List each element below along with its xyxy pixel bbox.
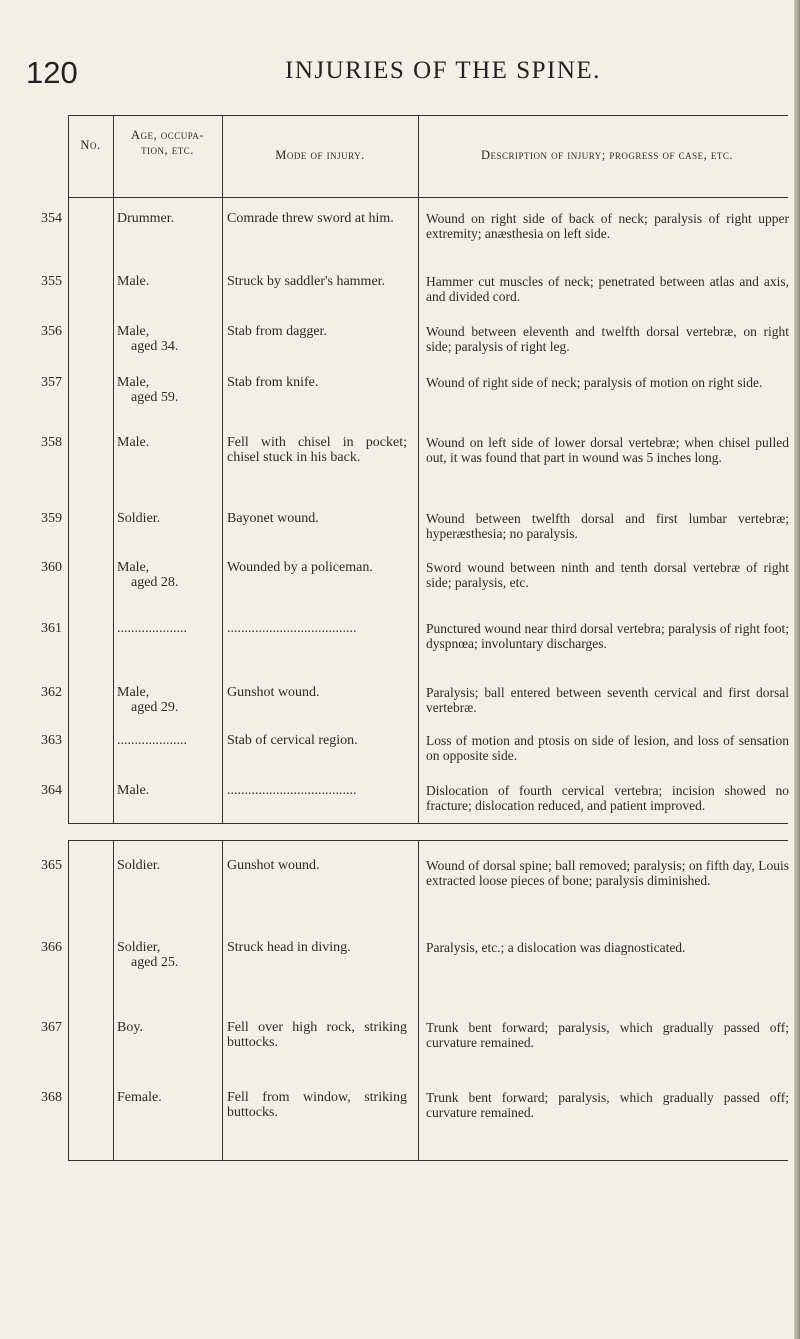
case-number: 361: [41, 621, 62, 636]
running-title: INJURIES OF THE SPINE.: [285, 57, 601, 84]
case-age: Male, aged 28.: [117, 560, 179, 590]
case-description: Wound on left side of lower dorsal vertebræ; when chisel pulled out, it was found that part in wound was 5 inches long.: [426, 435, 789, 465]
case-number: 354: [41, 211, 62, 226]
header-age: Age, occupa- tion, etc.: [130, 128, 205, 157]
case-number: 358: [41, 435, 62, 450]
case-number: 362: [41, 685, 62, 700]
header-no: No.: [80, 138, 101, 152]
case-number: 360: [41, 560, 62, 575]
case-number: 355: [41, 274, 62, 289]
case-mode: Struck head in diving.: [227, 940, 351, 955]
case-number: 367: [41, 1020, 62, 1035]
case-mode: Comrade threw sword at him.: [227, 211, 394, 226]
table-bottom-rule: [68, 823, 788, 824]
col-divider-4: [418, 115, 419, 823]
case-age: ....................: [117, 733, 187, 748]
case-description: Wound between eleventh and twelfth dorsal vertebræ, on right side; paralysis of right leg.: [426, 324, 789, 354]
case-mode: Wounded by a policeman.: [227, 560, 373, 575]
case-description: Wound between twelfth dorsal and first lumbar vertebræ; hyperæsthesia; no paralysis.: [426, 511, 789, 541]
case-number: 365: [41, 858, 62, 873]
case-mode: Fell over high rock, striking buttocks.: [227, 1020, 407, 1050]
table-top-rule: [68, 115, 788, 116]
case-age: Soldier.: [117, 511, 161, 526]
case-number: 366: [41, 940, 62, 955]
case-number: 363: [41, 733, 62, 748]
case-age: Boy.: [117, 1020, 143, 1035]
case-number: 359: [41, 511, 62, 526]
case-mode: Stab from knife.: [227, 375, 319, 390]
case-mode: Bayonet wound.: [227, 511, 319, 526]
case-age: Male, aged 59.: [117, 375, 179, 405]
case-description: Punctured wound near third dorsal vertebra; paralysis of right foot; dyspnœa; involuntary discharges.: [426, 621, 789, 651]
case-mode: Fell from window, striking buttocks.: [227, 1090, 407, 1120]
case-number: 357: [41, 375, 62, 390]
case-age: Drummer.: [117, 211, 175, 226]
case-mode: .....................................: [227, 783, 357, 798]
col-divider-1: [68, 840, 69, 1160]
case-description: Loss of motion and ptosis on side of lesion, and loss of sensation on opposite side.: [426, 733, 789, 763]
table-top-rule: [68, 840, 788, 841]
case-age: Soldier.: [117, 858, 161, 873]
page-number: 120: [26, 55, 78, 90]
page-edge-shadow: [794, 0, 800, 1339]
col-divider-3: [222, 840, 223, 1160]
case-age: Female.: [117, 1090, 162, 1105]
case-number: 364: [41, 783, 62, 798]
col-divider-2: [113, 840, 114, 1160]
case-age: Male.: [117, 274, 150, 289]
col-divider-3: [222, 115, 223, 823]
col-divider-1: [68, 115, 69, 823]
case-mode: Stab from dagger.: [227, 324, 327, 339]
case-description: Sword wound between ninth and tenth dorsal vertebræ of right side; paralysis, etc.: [426, 560, 789, 590]
case-mode: Stab of cervical region.: [227, 733, 358, 748]
case-age: Male, aged 29.: [117, 685, 179, 715]
case-description: Wound of right side of neck; paralysis of motion on right side.: [426, 375, 763, 390]
table-bottom-rule: [68, 1160, 788, 1161]
case-mode: Gunshot wound.: [227, 858, 320, 873]
case-description: Paralysis; ball entered between seventh cervical and first dorsal vertebræ.: [426, 685, 789, 715]
case-number: 368: [41, 1090, 62, 1105]
header-description: Description of injury; progress of case, etc.: [480, 148, 734, 162]
case-mode: Struck by saddler's hammer.: [227, 274, 386, 289]
case-age: Male, aged 34.: [117, 324, 179, 354]
header-mode: Mode of injury.: [275, 148, 365, 162]
case-mode: Fell with chisel in pocket; chisel stuck in his back.: [227, 435, 407, 465]
case-description: Trunk bent forward; paralysis, which gradually passed off; curvature remained.: [426, 1020, 789, 1050]
case-description: Paralysis, etc.; a dislocation was diagnosticated.: [426, 940, 686, 955]
case-age: Male.: [117, 783, 150, 798]
case-description: Wound of dorsal spine; ball removed; paralysis; on fifth day, Louis extracted loose pieces of bone; paralysis diminished.: [426, 858, 789, 888]
case-description: Dislocation of fourth cervical vertebra; incision showed no fracture; dislocation reduced, and patient improved.: [426, 783, 789, 813]
case-mode: .....................................: [227, 621, 357, 636]
case-age: Soldier, aged 25.: [117, 940, 179, 970]
case-age: ....................: [117, 621, 187, 636]
header-bottom-rule: [68, 197, 788, 198]
col-divider-2: [113, 115, 114, 823]
case-description: Trunk bent forward; paralysis, which gradually passed off; curvature remained.: [426, 1090, 789, 1120]
case-mode: Gunshot wound.: [227, 685, 320, 700]
case-description: Hammer cut muscles of neck; penetrated between atlas and axis, and divided cord.: [426, 274, 789, 304]
case-description: Wound on right side of back of neck; paralysis of right upper extremity; anæsthesia on left side.: [426, 211, 789, 241]
running-header: [0, 55, 800, 95]
case-number: 356: [41, 324, 62, 339]
case-age: Male.: [117, 435, 150, 450]
col-divider-4: [418, 840, 419, 1160]
